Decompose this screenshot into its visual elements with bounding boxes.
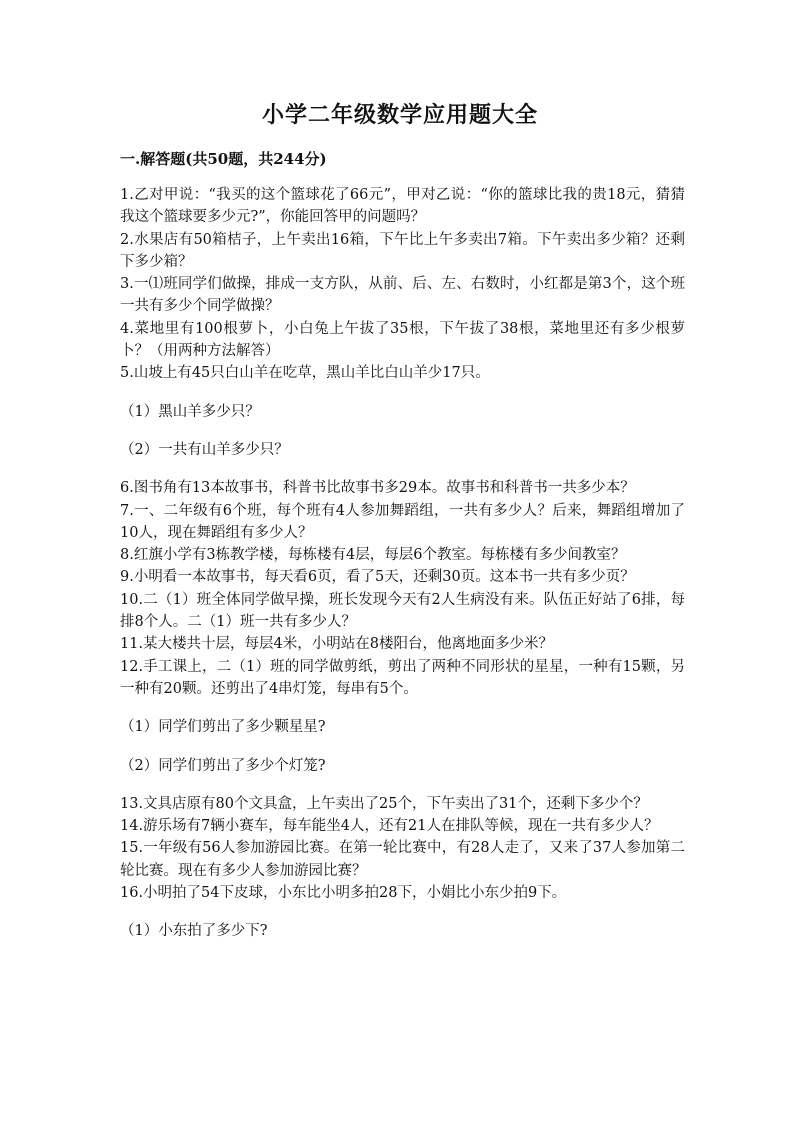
question-7: 7.一、二年级有6个班，每个班有4人参加舞蹈组，一共有多少人？后来，舞蹈组增加了10人，现在舞蹈组有多少人？ xyxy=(120,502,685,541)
question-11: 11.某大楼共十层，每层4米，小明站在8楼阳台，他离地面多少米？ xyxy=(120,636,554,653)
page-title: 小学二年级数学应用题大全 xyxy=(261,102,538,128)
question-10: 10.二（1）班全体同学做早操，班长发现今天有2人生病没有来。队伍正好站了6排，每排8个人。二（1）班一共有多少人？ xyxy=(120,591,685,631)
question-5-sub-2: （2）一共有山羊多少只？ xyxy=(120,441,289,458)
question-12-sub-2: （2）同学们剪出了多少个灯笼? xyxy=(120,757,326,774)
question-1: 1.乙对甲说：“我买的这个篮球花了66元”，甲对乙说：“你的篮球比我的贵18元，猜猜我这个篮球要多少元?”，你能回答甲的问题吗？ xyxy=(120,187,685,226)
question-14: 14.游乐场有7辆小赛车，每车能坐4人，还有21人在排队等候，现在一共有多少人？ xyxy=(120,818,659,835)
question-6: 6.图书角有13本故事书，科普书比故事书多29本。故事书和科普书一共多少本？ xyxy=(120,480,635,497)
question-12: 12.手工课上，二（1）班的同学做剪纸，剪出了两种不同形状的星星，一种有15颗，另一种有20颗。还剪出了4串灯笼，每串有5个。 xyxy=(120,658,685,697)
question-16-sub-1: （1）小东拍了多少下? xyxy=(120,923,268,940)
question-2: 2.水果店有50箱桔子，上午卖出16箱，下午比上午多卖出7箱。下午卖出多少箱？还剩下多少箱？ xyxy=(120,231,685,270)
section-heading: 一.解答题(共50题，共244分) xyxy=(120,150,327,168)
question-5: 5.山坡上有45只白山羊在吃草，黑山羊比白山羊少17只。 xyxy=(120,365,490,382)
question-8: 8.红旗小学有3栋教学楼，每栋楼有4层，每层6个教室。每栋楼有多少间教室？ xyxy=(120,547,626,564)
question-16: 16.小明拍了54下皮球，小东比小明多拍28下，小娟比小东少拍9下。 xyxy=(120,885,567,902)
question-3: 3.一⑴班同学们做操，排成一支方队，从前、后、左、右数时，小红都是第3个，这个班一共有多少个同学做操？ xyxy=(120,276,685,315)
question-9: 9.小明看一本故事书，每天看6页，看了5天，还剩30页。这本书一共有多少页？ xyxy=(120,569,635,586)
question-list xyxy=(120,184,685,959)
question-12-sub-1: （1）同学们剪出了多少颗星星? xyxy=(120,719,326,736)
question-5-sub-1: （1）黑山羊多少只？ xyxy=(120,403,260,420)
question-4: 4.菜地里有100根萝卜，小白兔上午拔了35根，下午拔了38根，菜地里还有多少根萝卜？（用两种方法解答） xyxy=(120,320,685,360)
question-15: 15.一年级有56人参加游园比赛。在第一轮比赛中，有28人走了，又来了37人参加第二轮比赛。现在有多少人参加游园比赛？ xyxy=(120,840,685,879)
question-13: 13.文具店原有80个文具盒，上午卖出了25个，下午卖出了31个，还剩下多少个？ xyxy=(120,795,648,812)
